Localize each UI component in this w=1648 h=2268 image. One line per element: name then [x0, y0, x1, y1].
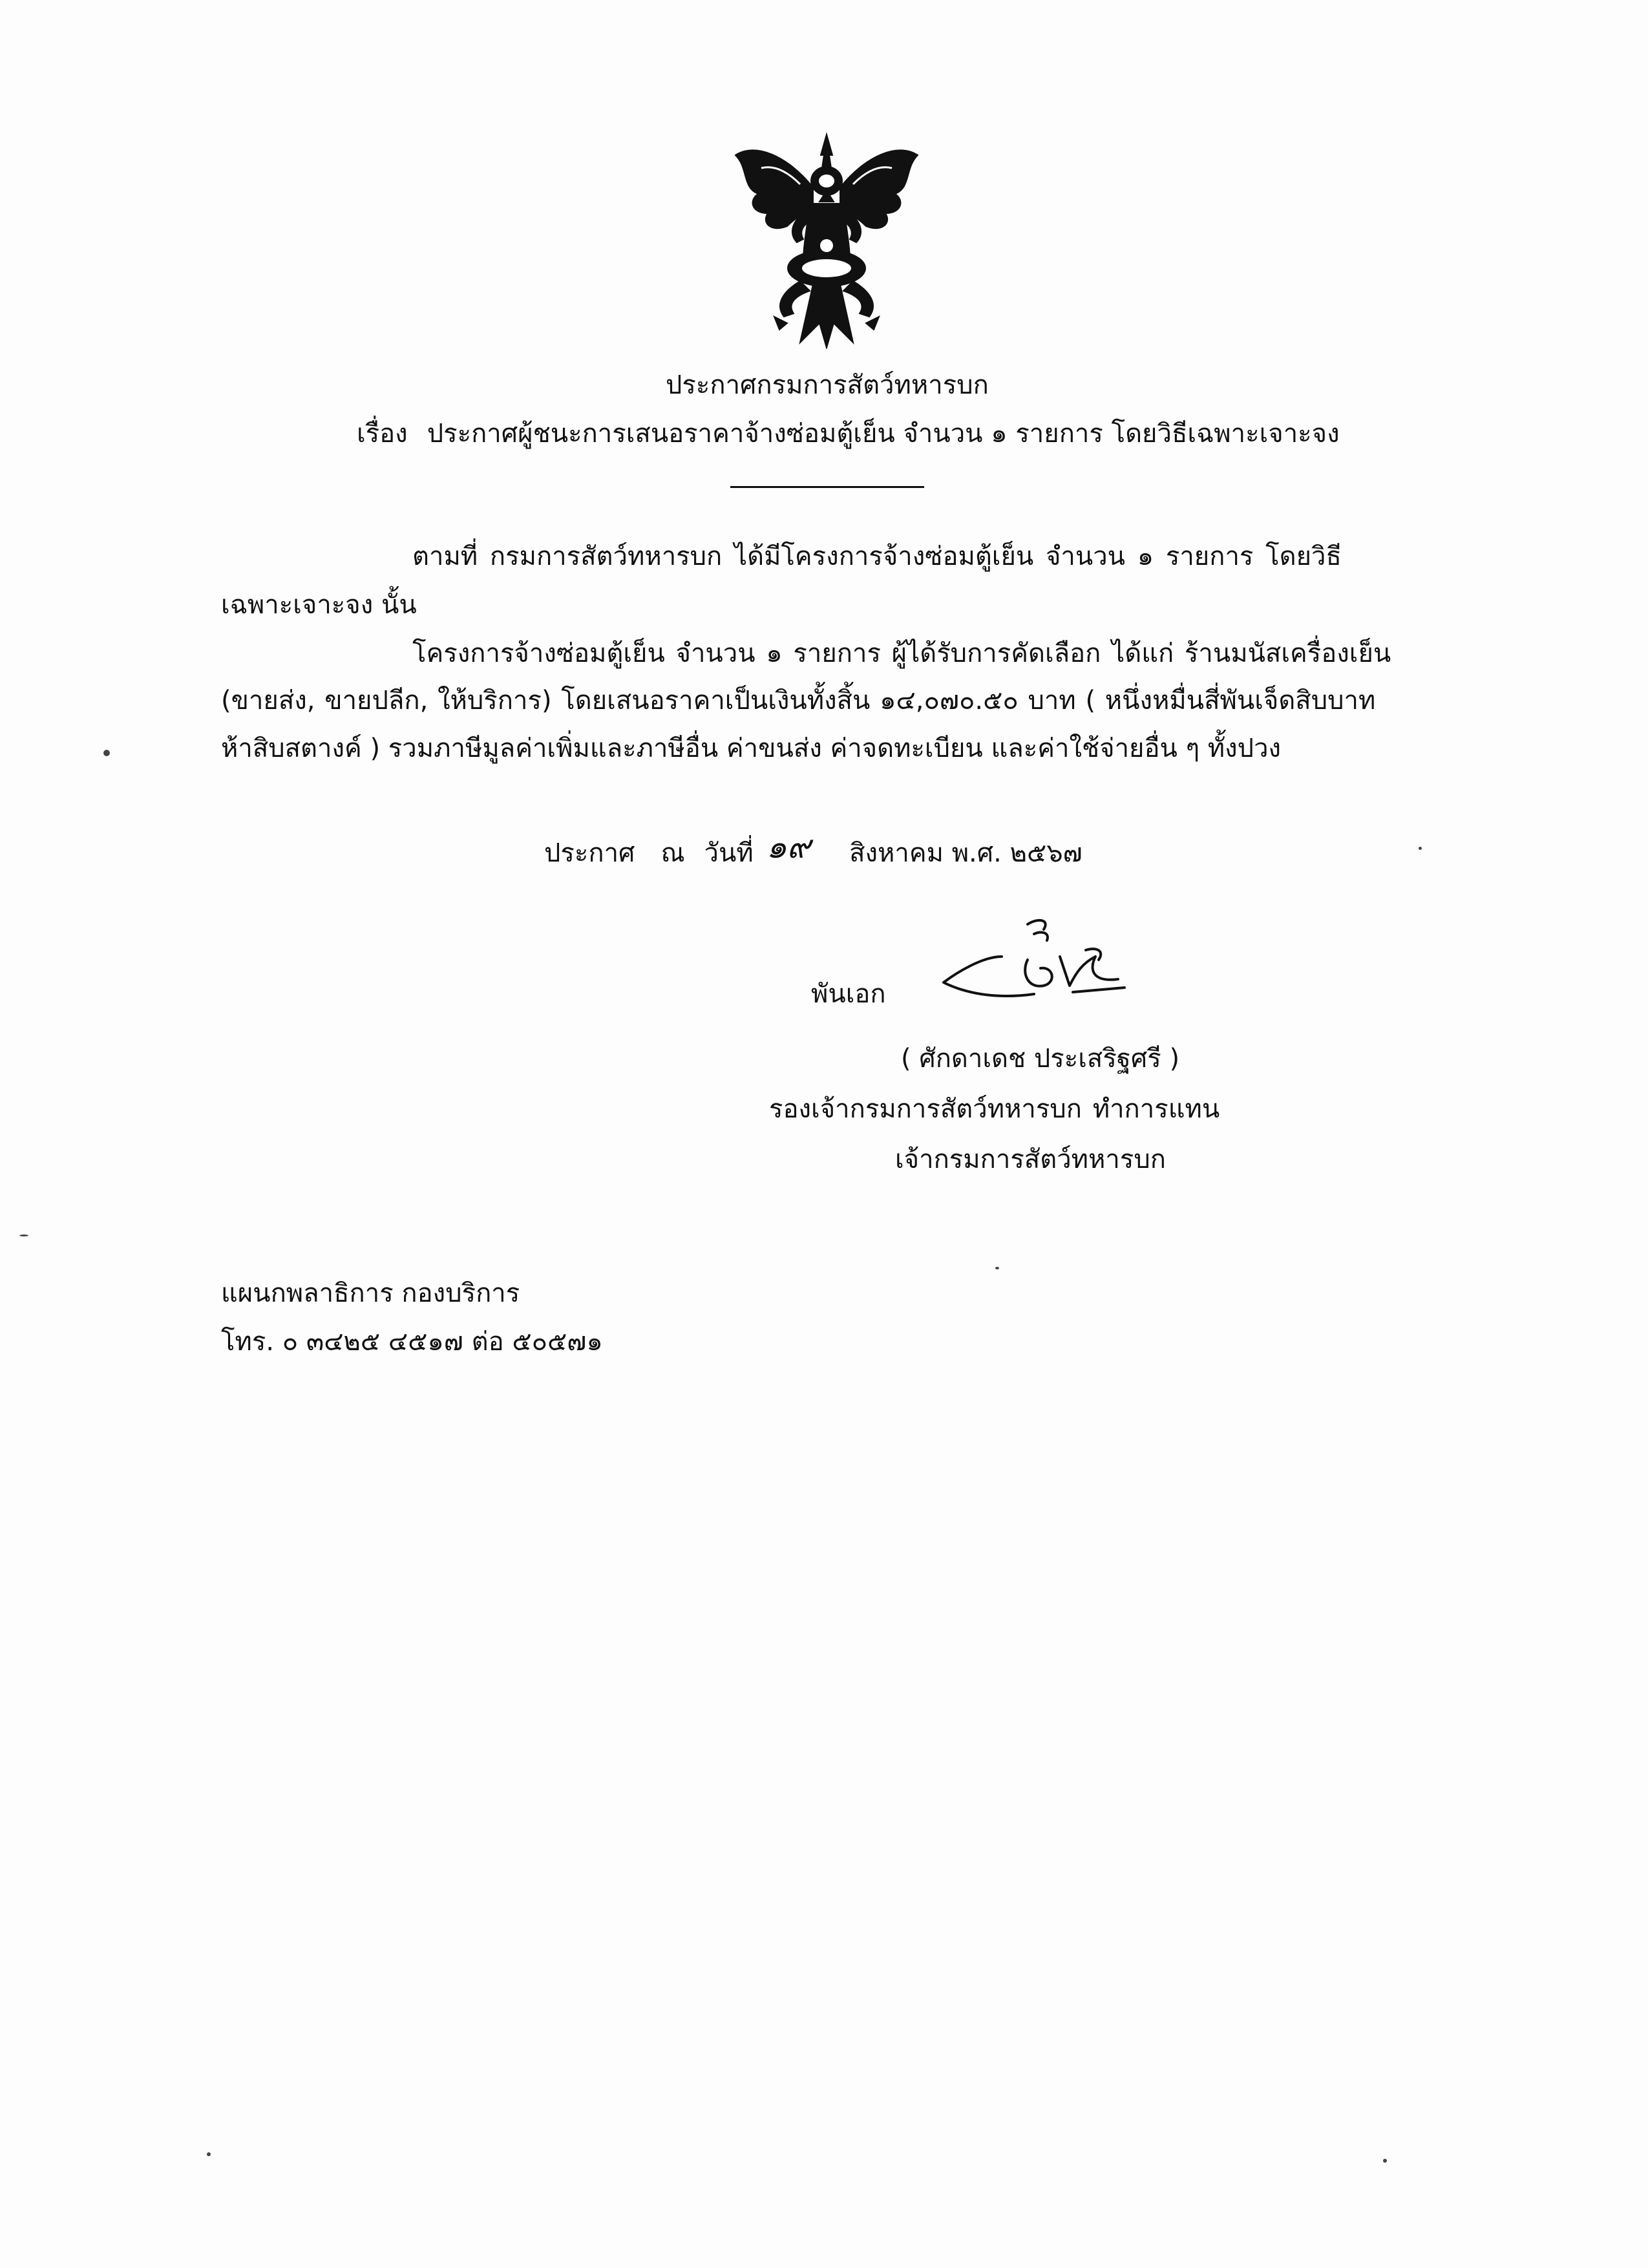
scan-speck — [1383, 2159, 1387, 2163]
body-paragraph-1-line-1: ตามที่ กรมการสัตว์ทหารบก ได้มีโครงการจ้างซ่อมตู้เย็น จำนวน ๑ รายการ โดยวิธี — [412, 542, 1342, 571]
scan-speck — [103, 750, 110, 756]
scan-speck — [207, 2152, 211, 2156]
announcement-date — [544, 828, 1083, 870]
body-paragraph-1-line-2: เฉพาะเจาะจง นั้น — [221, 590, 417, 620]
signer-rank: พันเอก — [811, 979, 886, 1009]
garuda-emblem-icon — [723, 129, 931, 349]
body-paragraph-2-line-2: (ขายส่ง, ขายปลีก, ให้บริการ) โดยเสนอราคาเป็นเงินทั้งสิ้น ๑๔,๐๗๐.๕๐ บาท ( หนึ่งหมื่นสี่พันเจ็ดสิบบาท — [221, 686, 1376, 715]
day-label: วันที่ — [704, 838, 754, 868]
body-paragraph-2-line-1: โครงการจ้างซ่อมตู้เย็น จำนวน ๑ รายการ ผู้ได้รับการคัดเลือก ได้แก่ ร้านมนัสเครื่องเย็น — [412, 639, 1391, 668]
scan-speck — [995, 1267, 999, 1269]
announcement-title: ประกาศกรมการสัตว์ทหารบก — [666, 370, 989, 400]
body-paragraph-2-line-3: ห้าสิบสตางค์ ) รวมภาษีมูลค่าเพิ่มและภาษีอื่น ค่าขนส่ง ค่าจดทะเบียน และค่าใช้จ่ายอื่น ๆ ทั้งปวง — [221, 734, 1282, 763]
signer-position-line-1: รองเจ้ากรมการสัตว์ทหารบก ทำการแทน — [769, 1094, 1220, 1124]
signer-name: ( ศักดาเดช ประเสริฐศรี ) — [901, 1044, 1180, 1074]
subject-label: เรื่อง — [357, 419, 408, 449]
announce-at: ณ — [660, 838, 685, 868]
announce-label: ประกาศ — [544, 838, 635, 868]
handwritten-signature — [931, 911, 1150, 1015]
scan-speck — [19, 1235, 28, 1236]
scan-speck — [1419, 847, 1422, 850]
handwritten-day: ๑๙ — [766, 828, 811, 865]
title-divider — [730, 486, 924, 488]
announcement-subject — [357, 417, 1340, 450]
signer-position-line-2: เจ้ากรมการสัตว์ทหารบก — [895, 1145, 1166, 1174]
contact-telephone: โทร. ๐ ๓๔๒๕ ๔๕๑๗ ต่อ ๕๐๕๗๑ — [221, 1327, 603, 1357]
subject-text: ประกาศผู้ชนะการเสนอราคาจ้างซ่อมตู้เย็น จำนวน ๑ รายการ โดยวิธีเฉพาะเจาะจง — [427, 419, 1340, 449]
month-year: สิงหาคม พ.ศ. ๒๕๖๗ — [849, 838, 1083, 868]
issuing-department: แผนกพลาธิการ กองบริการ — [221, 1278, 520, 1308]
